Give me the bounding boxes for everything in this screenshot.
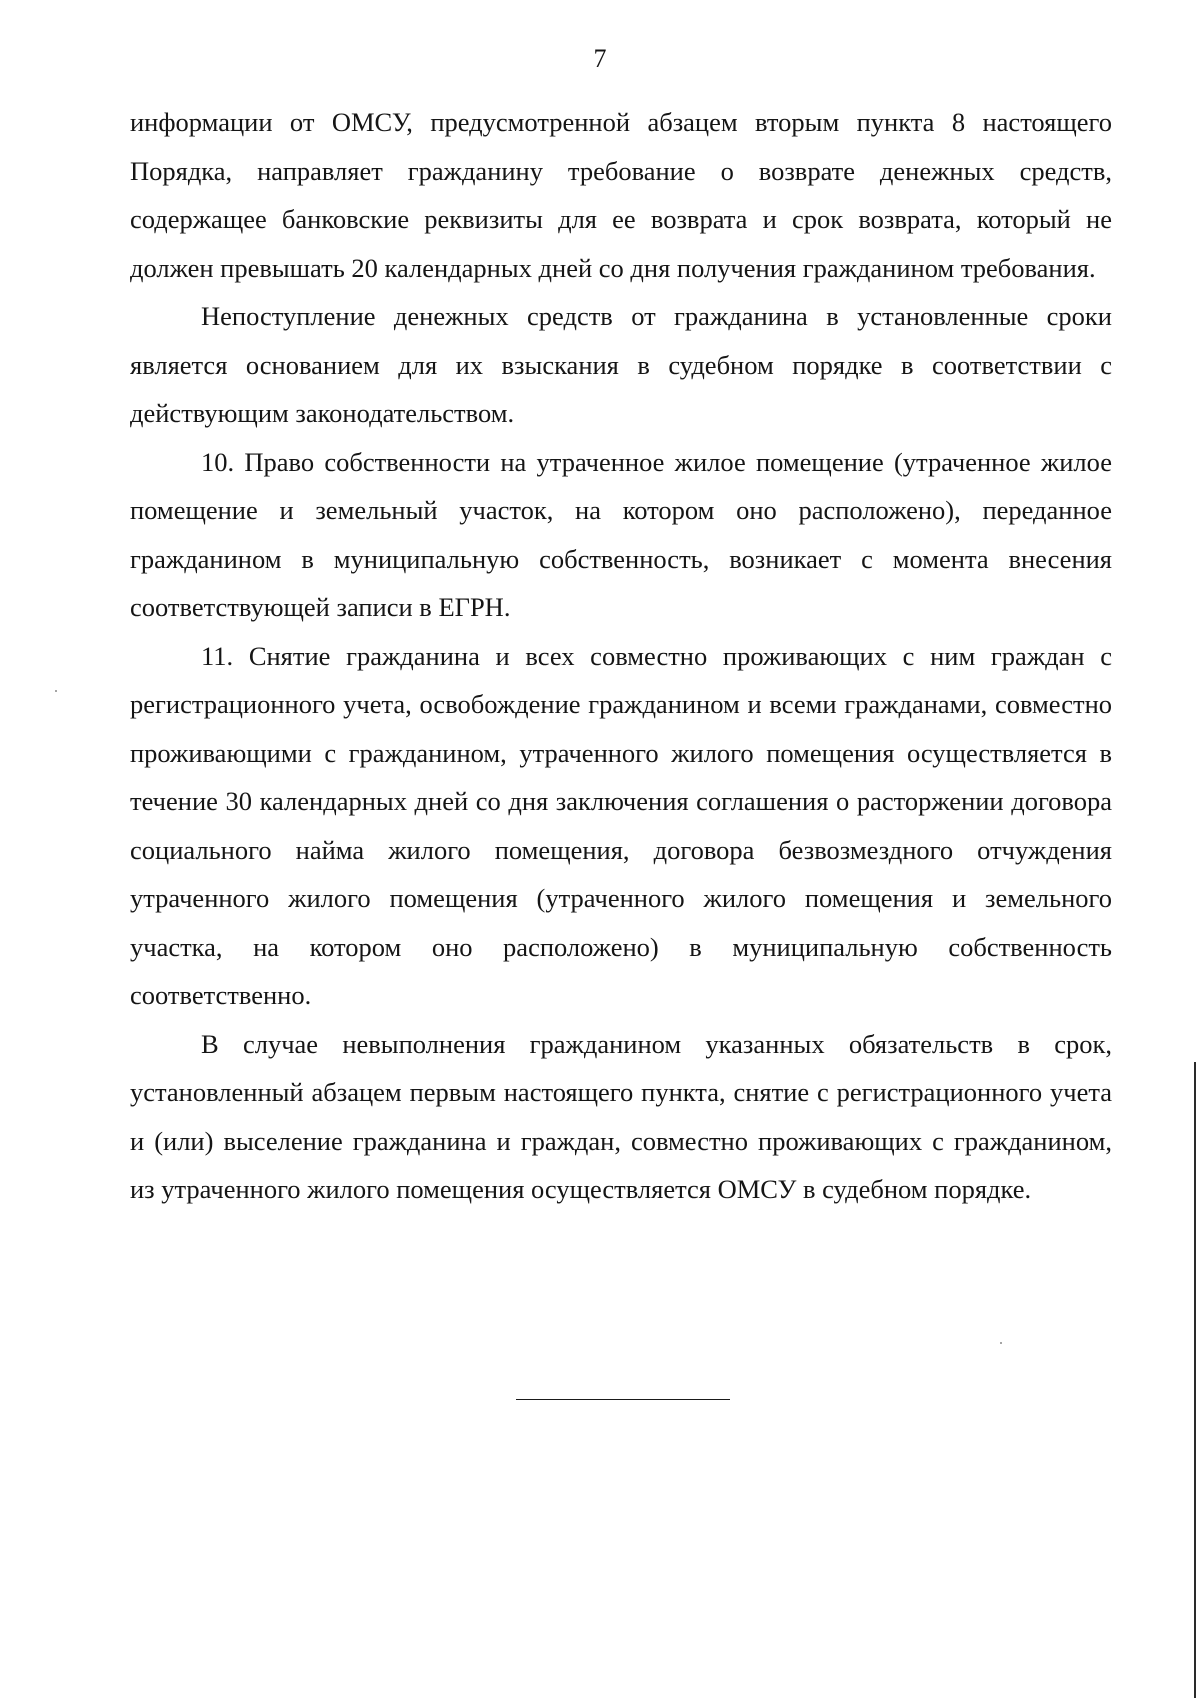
end-of-document-rule (516, 1399, 730, 1400)
paragraph-refund-demand: информации от ОМСУ, предусмотренной абзацем вторым пункта 8 настоящего Порядка, направляет гражданину требование о возврате денежных средств, содержащее банковские реквизиты для ее возврата и срок возврата, который не должен превышать 20 календарных дней со дня получения гражданином требования. (130, 107, 1112, 283)
page-number: 7 (593, 44, 607, 73)
paragraph-10-ownership-right: 10. Право собственности на утраченное жилое помещение (утраченное жилое помещение и земельный участок, на котором оно расположено), переданное гражданином в муниципальную собственность, возникает с момента внесения соответствующей записи в ЕГРН. (130, 446, 1112, 622)
scan-speck (55, 690, 57, 692)
scan-edge-line (1194, 1062, 1196, 1698)
paragraph-court-eviction: В случае невыполнения гражданином указанных обязательств в срок, установленный абзацем первым настоящего пункта, снятие с регистрационного учета и (или) выселение гражданина и граждан, совместно проживающих с гражданином, из утраченного жилого помещения осуществляется ОМСУ в судебном порядке. (130, 1028, 1112, 1204)
document-body (130, 98, 1112, 1214)
paragraph-non-receipt-of-funds: Непоступление денежных средств от гражданина в установленные сроки является основанием для их взыскания в судебном порядке в соответствии с действующим законодательством. (130, 301, 1112, 428)
scan-speck (1000, 1342, 1002, 1344)
paragraph-11-deregistration: 11. Снятие гражданина и всех совместно проживающих с ним граждан с регистрационного учета, освобождение гражданином и всеми гражданами, совместно проживающими с гражданином, утраченного жилого помещения осуществляется в течение 30 календарных дней со дня заключения соглашения о расторжении договора социального найма жилого помещения, договора безвозмездного отчуждения утраченного жилого помещения (утраченного жилого помещения и земельного участка, на котором оно расположено) в муниципальную собственность соответственно. (130, 640, 1112, 1010)
